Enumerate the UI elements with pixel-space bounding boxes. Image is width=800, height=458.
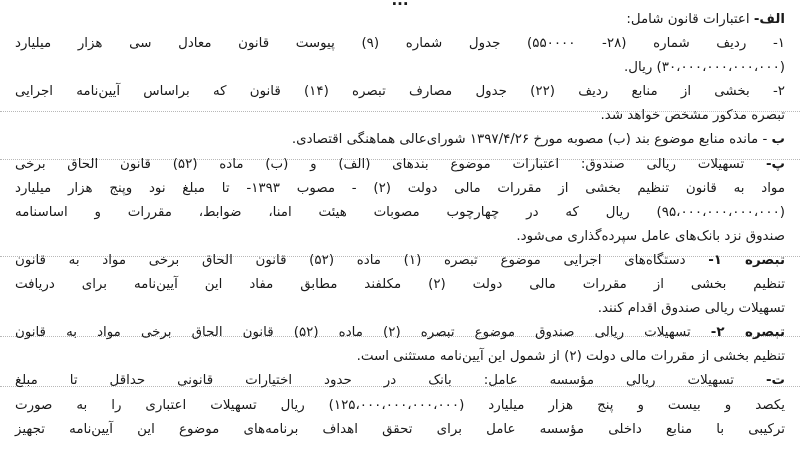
text-line	[15, 177, 785, 201]
text-line	[15, 345, 785, 369]
text-line	[15, 225, 785, 249]
line-text: صندوق نزد بانک‌های عامل سپرده‌گذاری می‌شود.	[516, 228, 785, 244]
line-text: مواد به قانون تنظیم بخشی از مقررات مالی دولت (۲) - مصوب ۱۳۹۳- تا مبلغ نود وپنج هزار میلیارد	[15, 180, 785, 196]
line-text: ترکیبی با منابع داخلی مؤسسه عامل برای تحقق اهداف برنامه‌های موضوع این آیین‌نامه تجهیز	[15, 421, 785, 437]
line-text: تنظیم بخشی از مقررات مالی دولت (۲) از شمول این آیین‌نامه مستثنی است.	[356, 349, 785, 365]
text-line	[15, 32, 785, 56]
line-text: تسهیلات ریالی صندوق: اعتبارات موضوع بندهای (الف) و (ب) ماده (۵۲) قانون الحاق برخی	[15, 156, 766, 172]
line-text: تسهیلات ریالی صندوق موضوع تبصره (۲) ماده (۵۲) قانون الحاق برخی مواد به قانون	[15, 325, 711, 341]
text-line	[15, 418, 785, 442]
line-text: (۹۵،۰۰۰،۰۰۰،۰۰۰،۰۰۰) ریال که در چهارچوب مصوبات هیئت امنا، ضوابط، مقررات و اساسنامه	[15, 204, 785, 220]
text-line	[15, 80, 785, 104]
line-text: تنظیم بخشی از مقررات مالی دولت (۲) مکلفند مطابق مفاد این آیین‌نامه برای دریافت	[15, 277, 785, 293]
line-text: تبصره مذکور مشخص خواهد شد.	[600, 108, 785, 124]
text-line	[15, 104, 785, 128]
text-line	[15, 56, 785, 80]
line-text: تسهیلات ریالی صندوق اقدام کنند.	[597, 301, 785, 317]
line-text: ۱- ردیف شماره (۲۸- ۵۵۰۰۰۰) جدول شماره (۹) پیوست قانون معادل سی هزار میلیارد	[15, 36, 785, 52]
clause-label: تبصره ۲-	[710, 325, 785, 341]
text-line	[15, 273, 785, 297]
text-line	[15, 249, 785, 273]
clause-label: ت-	[765, 373, 785, 389]
line-text: تسهیلات ریالی مؤسسه عامل: بانک در حدود اختیارات قانونی حداقل تا مبلغ	[15, 373, 766, 389]
text-line	[15, 8, 785, 32]
line-text: (۳۰،۰۰۰،۰۰۰،۰۰۰،۰۰۰) ریال.	[624, 60, 785, 76]
cut-off-heading: ...	[391, 0, 409, 9]
text-line	[15, 297, 785, 321]
text-line	[15, 394, 785, 418]
line-text: ۲- بخشی از منابع ردیف (۲۲) جدول مصارف تبصره (۱۴) قانون که براساس آیین‌نامه اجرایی	[15, 84, 785, 100]
clause-label: الف-	[753, 12, 785, 27]
clause-label: تبصره ۱-	[708, 252, 785, 268]
text-line	[15, 128, 785, 152]
line-text: یکصد و بیست و پنج هزار میلیارد (۱۲۵،۰۰۰،۰۰۰،۰۰۰،۰۰۰) ریال تسهیلات اعتباری را به صورت	[15, 397, 785, 413]
line-text: - مانده منابع موضوع بند (ب) مصوبه مورخ ۱۳۹۷/۴/۲۶ شورای‌عالی هماهنگی اقتصادی.	[291, 132, 772, 148]
document-body	[15, 8, 785, 442]
line-text: دستگاه‌های اجرایی موضوع تبصره (۱) ماده (۵۲) قانون الحاق برخی مواد به قانون	[15, 252, 709, 268]
text-line	[15, 201, 785, 225]
text-line	[15, 321, 785, 345]
text-line	[15, 153, 785, 177]
line-text: اعتبارات قانون شامل:	[626, 12, 754, 27]
clause-label: پ-	[765, 156, 785, 172]
clause-label: ب	[771, 132, 785, 148]
text-line	[15, 369, 785, 393]
